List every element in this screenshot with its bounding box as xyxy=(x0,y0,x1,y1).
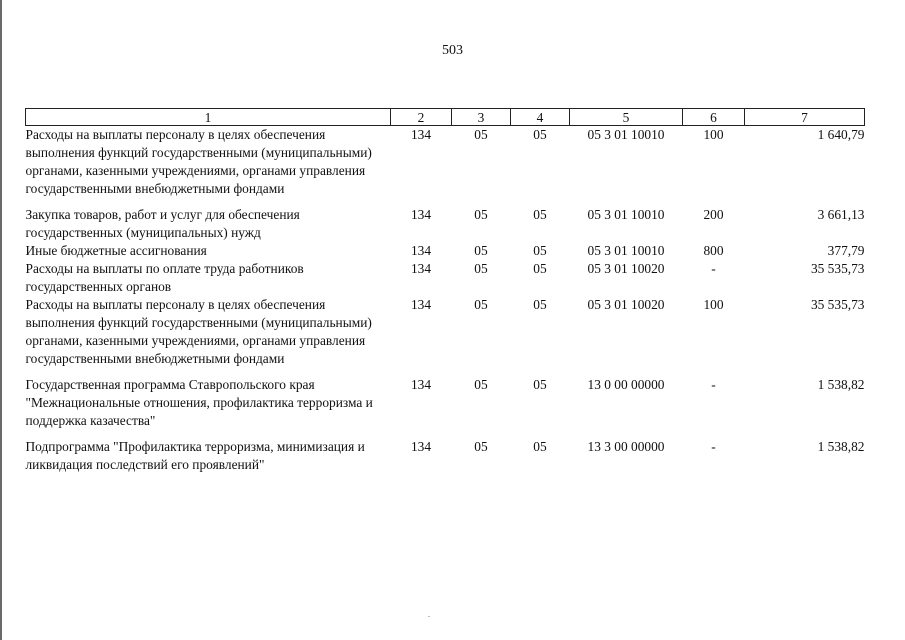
row-description: Закупка товаров, работ и услуг для обеспечения государственных (муниципальных) нужд xyxy=(25,207,300,240)
row-col2: 134 xyxy=(410,243,432,258)
row-col2: 134 xyxy=(410,261,432,276)
row-col3: 05 xyxy=(474,439,488,454)
col-header-6: 6 xyxy=(683,109,745,126)
row-col6: - xyxy=(711,261,716,276)
row-col6: 200 xyxy=(703,207,724,222)
table-row xyxy=(26,126,865,207)
row-col3: 05 xyxy=(474,261,488,276)
row-description: Иные бюджетные ассигнования xyxy=(25,243,207,258)
row-col4: 05 xyxy=(533,297,547,312)
row-description: Расходы на выплаты персоналу в целях обеспечения выполнения функций государственными (муниципальными) органами, казенными учреждениями, органами управления государственными внебюджетными фондами xyxy=(25,297,372,366)
row-col6: - xyxy=(711,439,716,454)
row-col4: 05 xyxy=(533,377,547,392)
scan-speck xyxy=(428,616,430,617)
row-col5: 05 3 01 10010 xyxy=(587,127,665,142)
budget-table xyxy=(25,108,865,474)
col-header-1: 1 xyxy=(26,109,391,126)
row-amount: 377,79 xyxy=(827,243,865,258)
row-col2: 134 xyxy=(410,207,432,222)
row-col4: 05 xyxy=(533,261,547,276)
row-col3: 05 xyxy=(474,127,488,142)
row-amount: 35 535,73 xyxy=(810,261,865,276)
col-header-4: 4 xyxy=(511,109,570,126)
row-col5: 05 3 01 10010 xyxy=(587,207,665,222)
col-header-7: 7 xyxy=(745,109,865,126)
row-description: Подпрограмма "Профилактика терроризма, минимизация и ликвидация последствий его проявлений" xyxy=(25,439,365,472)
col-header-2: 2 xyxy=(391,109,452,126)
table-row xyxy=(26,376,865,438)
page-number: 503 xyxy=(442,43,463,58)
row-description: Расходы на выплаты персоналу в целях обеспечения выполнения функций государственными (муниципальными) органами, казенными учреждениями, органами управления государственными внебюджетными фондами xyxy=(25,127,372,196)
row-amount: 1 538,82 xyxy=(817,377,865,392)
table-row xyxy=(26,206,865,242)
row-col3: 05 xyxy=(474,243,488,258)
row-col2: 134 xyxy=(410,297,432,312)
row-col5: 05 3 01 10020 xyxy=(587,261,665,276)
row-col3: 05 xyxy=(474,377,488,392)
row-col5: 05 3 01 10010 xyxy=(587,243,665,258)
row-col4: 05 xyxy=(533,127,547,142)
row-col4: 05 xyxy=(533,243,547,258)
row-col6: 100 xyxy=(703,127,724,142)
table-row xyxy=(26,260,865,296)
row-col3: 05 xyxy=(474,297,488,312)
row-col4: 05 xyxy=(533,207,547,222)
row-col4: 05 xyxy=(533,439,547,454)
row-col3: 05 xyxy=(474,207,488,222)
col-header-3: 3 xyxy=(452,109,511,126)
row-col6: 100 xyxy=(703,297,724,312)
row-col2: 134 xyxy=(410,127,432,142)
row-description: Государственная программа Ставропольского края "Межнациональные отношения, профилактика терроризма и поддержка казачества" xyxy=(25,377,373,428)
row-col2: 134 xyxy=(410,377,432,392)
row-col6: 800 xyxy=(703,243,724,258)
row-amount: 35 535,73 xyxy=(810,297,865,312)
table-row xyxy=(26,296,865,376)
page-left-edge xyxy=(0,0,2,640)
row-col2: 134 xyxy=(410,439,432,454)
row-col5: 13 0 00 00000 xyxy=(587,377,665,392)
row-amount: 3 661,13 xyxy=(817,207,865,222)
col-header-5: 5 xyxy=(570,109,683,126)
row-amount: 1 640,79 xyxy=(817,127,865,142)
row-amount: 1 538,82 xyxy=(817,439,865,454)
table-row xyxy=(26,242,865,260)
row-col5: 13 3 00 00000 xyxy=(587,439,665,454)
row-col5: 05 3 01 10020 xyxy=(587,297,665,312)
table-row xyxy=(26,438,865,474)
row-col6: - xyxy=(711,377,716,392)
row-description: Расходы на выплаты по оплате труда работников государственных органов xyxy=(25,261,304,294)
column-number-header xyxy=(26,109,865,126)
